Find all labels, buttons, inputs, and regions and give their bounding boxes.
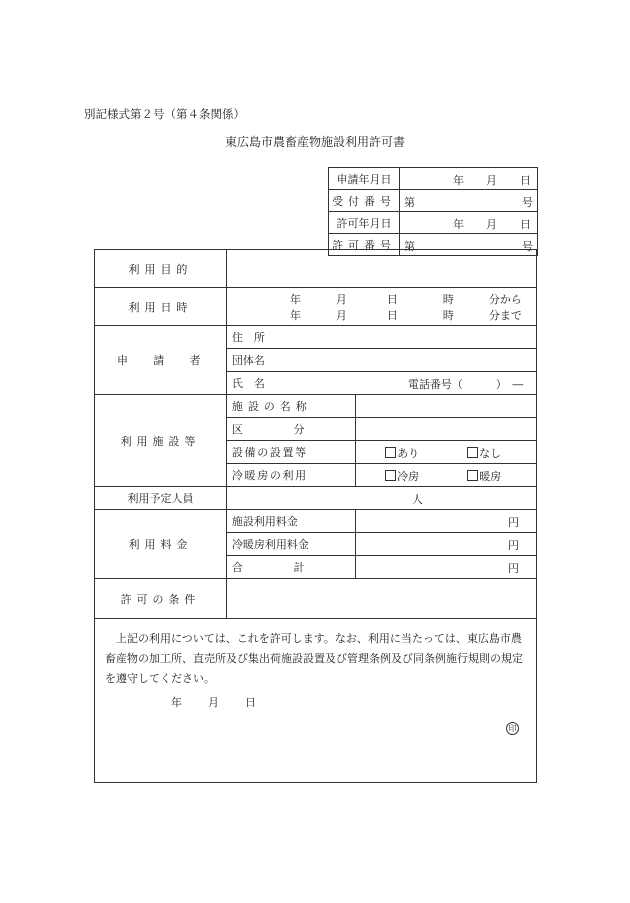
notice-date: 年 月 日	[171, 696, 256, 709]
aircon-label: 冷暖房の利用	[226, 464, 355, 487]
seal-mark: 印	[506, 722, 519, 735]
application-date-label: 申請年月日	[329, 168, 400, 190]
equipment-options	[356, 441, 537, 464]
aircon-options	[356, 464, 537, 487]
address-field[interactable]: 住 所	[226, 326, 536, 349]
equipment-yes-checkbox[interactable]	[385, 447, 396, 458]
people-field[interactable]: 人	[226, 487, 536, 510]
facility-label: 利用施設等	[95, 395, 227, 487]
datetime-field[interactable]: 年 月 日 時 分から 年 月 日 時 分まで	[226, 288, 536, 326]
equipment-no-checkbox[interactable]	[467, 447, 478, 458]
equipment-yes-option[interactable]: あり	[385, 445, 419, 461]
aircon-fee-label: 冷暖房利用料金	[226, 533, 355, 556]
office-use-table	[328, 167, 538, 256]
permit-date-value[interactable]: 年 月 日	[400, 212, 538, 234]
category-field[interactable]	[356, 418, 537, 441]
receipt-number-value[interactable]: 第 号	[400, 190, 538, 212]
aircon-cool-option[interactable]: 冷房	[385, 468, 419, 484]
aircon-fee-field[interactable]: 円	[356, 533, 537, 556]
facility-name-label: 施設の名称	[226, 395, 355, 418]
total-label: 合計	[226, 556, 355, 579]
permit-date-label: 許可年月日	[329, 212, 400, 234]
facility-fee-label: 施設利用料金	[226, 510, 355, 533]
aircon-heat-checkbox[interactable]	[467, 470, 478, 481]
aircon-cool-checkbox[interactable]	[385, 470, 396, 481]
purpose-field[interactable]	[226, 250, 536, 288]
permission-notice	[95, 619, 537, 783]
aircon-heat-option[interactable]: 暖房	[467, 468, 501, 484]
permit-number-value[interactable]: 第 号	[400, 234, 538, 256]
permit-form-table	[94, 249, 537, 783]
notice-text: 上記の利用については、これを許可します。なお、利用に当たっては、東広島市農畜産物の加工所、直売所及び集出荷施設設置及び管理条例及び同条例施行規則の規定を遵守してください。	[105, 632, 523, 685]
equipment-no-option[interactable]: なし	[467, 445, 501, 461]
permit-number-label: 許可番号	[329, 234, 400, 256]
applicant-label: 申請者	[95, 326, 227, 395]
equipment-label: 設備の設置等	[226, 441, 355, 464]
datetime-label: 利用日時	[95, 288, 227, 326]
organization-field[interactable]: 団体名	[226, 349, 536, 372]
total-field[interactable]: 円	[356, 556, 537, 579]
facility-name-field[interactable]	[356, 395, 537, 418]
name-field[interactable]: 氏 名 電話番号（ ） ―	[226, 372, 536, 395]
document-title: 東広島市農畜産物施設利用許可書	[224, 135, 405, 149]
fee-label: 利用料金	[95, 510, 227, 579]
purpose-label: 利用目的	[95, 250, 227, 288]
phone-label: 電話番号（ ） ―	[407, 378, 524, 391]
facility-fee-field[interactable]: 円	[356, 510, 537, 533]
category-label: 区分	[226, 418, 355, 441]
people-label: 利用予定人員	[95, 487, 227, 510]
receipt-number-label: 受付番号	[329, 190, 400, 212]
conditions-label: 許可の条件	[95, 579, 227, 619]
form-number: 別記様式第２号（第４条関係）	[84, 107, 245, 121]
conditions-field[interactable]	[226, 579, 536, 619]
application-date-value[interactable]: 年 月 日	[400, 168, 538, 190]
